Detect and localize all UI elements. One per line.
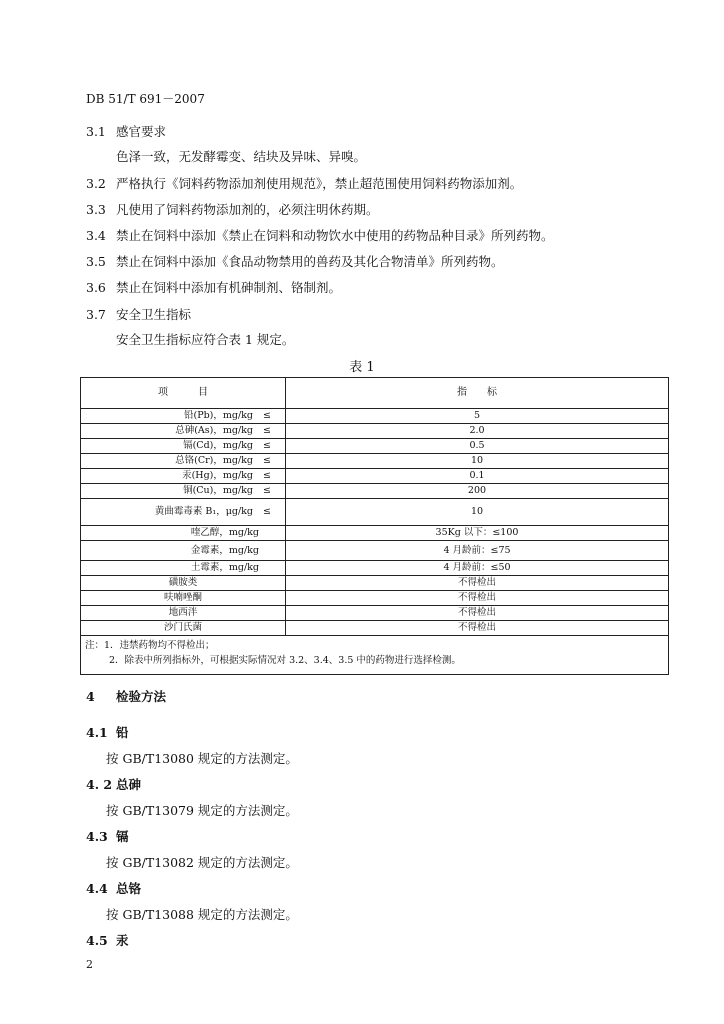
row-item: 呋喃唑酮 <box>81 591 286 606</box>
row-item: 金霉素，mg/kg <box>81 541 260 561</box>
row-operator: ≤ <box>259 439 286 454</box>
section-number: 4. 2 <box>86 777 113 792</box>
row-value: 10 <box>286 499 669 526</box>
section-heading <box>86 278 341 296</box>
section-heading <box>86 174 522 192</box>
section-heading <box>86 226 554 244</box>
row-operator: ≤ <box>259 454 286 469</box>
section-text: 汞 <box>116 933 129 948</box>
row-item: 总砷(As)，mg/kg <box>81 424 260 439</box>
table-header-row <box>81 378 669 409</box>
row-value: 35Kg 以下：≤100 <box>286 526 669 541</box>
section-heading <box>86 252 504 270</box>
section-text: 镉 <box>116 829 129 844</box>
row-value: 不得检出 <box>286 576 669 591</box>
table-note: 2．除表中所列指标外，可根据实际情况对 3.2、3.4、3.5 中的药物进行选择检测。 <box>109 655 461 666</box>
table-note: 注：1．违禁药物均不得检出； <box>85 640 215 651</box>
table-title: 表 1 <box>349 360 375 375</box>
table-row <box>81 484 669 499</box>
table-row <box>81 621 669 636</box>
section-text: 安全卫生指标 <box>116 307 192 322</box>
indicator-table <box>80 377 669 675</box>
row-operator: ≤ <box>259 409 286 424</box>
row-item: 镉(Cd)，mg/kg <box>81 439 260 454</box>
table-notes <box>81 636 669 675</box>
section-heading <box>86 723 129 741</box>
row-item: 磺胺类 <box>81 576 286 591</box>
row-value: 10 <box>286 454 669 469</box>
section-number: 4 <box>86 689 95 704</box>
table-row <box>81 409 669 424</box>
row-item: 地西泮 <box>81 606 286 621</box>
section-text: 总砷 <box>116 777 142 792</box>
row-value: 5 <box>286 409 669 424</box>
section-text: 感官要求 <box>116 124 167 139</box>
section-heading <box>86 827 129 845</box>
section-text: 严格执行《饲料药物添加剂使用规范》，禁止超范围使用饲料药物添加剂。 <box>116 176 523 191</box>
section-heading <box>86 305 191 323</box>
section-number: 3.1 <box>86 124 106 139</box>
row-item: 铜(Cu)，mg/kg <box>81 484 260 499</box>
paragraph: 按 GB/T13088 规定的方法测定。 <box>106 907 298 922</box>
row-item: 喹乙醇，mg/kg <box>81 526 260 541</box>
row-operator <box>259 541 286 561</box>
row-item: 铅(Pb)，mg/kg <box>81 409 260 424</box>
section-heading <box>86 200 379 218</box>
section-heading <box>86 931 129 949</box>
row-value: 不得检出 <box>286 606 669 621</box>
section-number: 3.5 <box>86 254 106 269</box>
table-row <box>81 499 669 526</box>
row-value: 0.5 <box>286 439 669 454</box>
section-number: 3.6 <box>86 280 106 295</box>
section-number: 4.4 <box>86 881 108 896</box>
column-header-item: 项 目 <box>81 378 286 409</box>
section-number: 3.4 <box>86 228 106 243</box>
row-item: 黄曲霉毒素 B₁，μg/kg <box>81 499 260 526</box>
section-text: 禁止在饲料中添加《禁止在饲料和动物饮水中使用的药物品种目录》所列药物。 <box>116 228 554 243</box>
table-row <box>81 576 669 591</box>
section-heading <box>86 687 166 705</box>
section-number: 3.3 <box>86 202 106 217</box>
row-item: 总铬(Cr)，mg/kg <box>81 454 260 469</box>
paragraph: 按 GB/T13082 规定的方法测定。 <box>106 855 298 870</box>
section-text: 禁止在饲料中添加有机砷制剂、铬制剂。 <box>116 280 342 295</box>
section-text: 禁止在饲料中添加《食品动物禁用的兽药及其化合物清单》所列药物。 <box>116 254 504 269</box>
table-row <box>81 526 669 541</box>
table-row <box>81 606 669 621</box>
section-number: 4.1 <box>86 725 108 740</box>
row-item: 沙门氏菌 <box>81 621 286 636</box>
section-number: 4.5 <box>86 933 108 948</box>
document-id: DB 51/T 691－2007 <box>86 92 205 106</box>
section-text: 总铬 <box>116 881 142 896</box>
paragraph: 色泽一致，无发酵霉变、结块及异味、异嗅。 <box>116 149 367 164</box>
row-value: 不得检出 <box>286 591 669 606</box>
section-heading <box>86 775 141 793</box>
column-header-indicator: 指 标 <box>286 378 669 409</box>
table-row <box>81 541 669 561</box>
row-operator: ≤ <box>259 484 286 499</box>
section-text: 铅 <box>116 725 129 740</box>
section-number: 3.7 <box>86 307 106 322</box>
row-item: 土霉素，mg/kg <box>81 561 260 576</box>
table-row <box>81 439 669 454</box>
row-operator <box>259 561 286 576</box>
row-operator: ≤ <box>259 469 286 484</box>
table-row <box>81 561 669 576</box>
page-number: 2 <box>86 958 93 971</box>
section-heading <box>86 122 166 140</box>
section-number: 3.2 <box>86 176 106 191</box>
paragraph: 按 GB/T13080 规定的方法测定。 <box>106 751 298 766</box>
table-notes-row <box>81 636 669 675</box>
section-text: 检验方法 <box>116 689 167 704</box>
row-value: 0.1 <box>286 469 669 484</box>
row-operator: ≤ <box>259 424 286 439</box>
table-row <box>81 591 669 606</box>
table-row <box>81 454 669 469</box>
paragraph: 按 GB/T13079 规定的方法测定。 <box>106 803 298 818</box>
section-number: 4.3 <box>86 829 108 844</box>
row-value: 4 月龄前：≤75 <box>286 541 669 561</box>
row-operator <box>259 526 286 541</box>
row-value: 4 月龄前：≤50 <box>286 561 669 576</box>
section-text: 凡使用了饲料药物添加剂的，必须注明休药期。 <box>116 202 379 217</box>
table-row <box>81 469 669 484</box>
row-value: 不得检出 <box>286 621 669 636</box>
row-value: 200 <box>286 484 669 499</box>
table-row <box>81 424 669 439</box>
section-heading <box>86 879 141 897</box>
paragraph: 安全卫生指标应符合表 1 规定。 <box>116 332 295 347</box>
row-operator: ≤ <box>259 499 286 526</box>
row-value: 2.0 <box>286 424 669 439</box>
row-item: 汞(Hg)，mg/kg <box>81 469 260 484</box>
